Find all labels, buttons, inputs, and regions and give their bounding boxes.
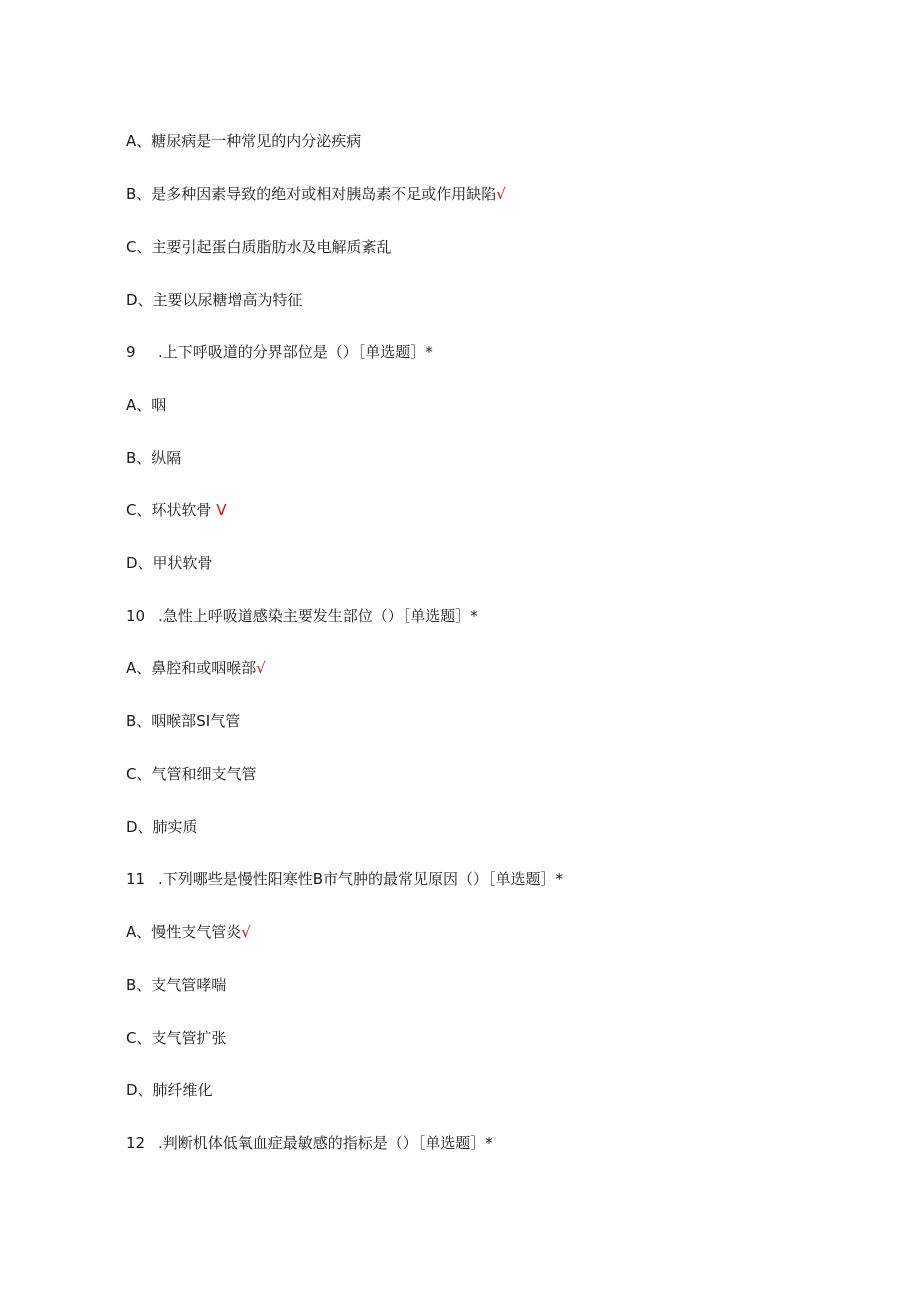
option-text: A、鼻腔和或咽喉部 [126, 659, 257, 677]
question-text: .上下呼吸道的分界部位是（）［单选题］* [158, 343, 433, 361]
option-text: B、支气管哮喘 [126, 976, 227, 994]
question-number: 11 [126, 870, 146, 888]
option-line [126, 817, 198, 837]
option-line [126, 395, 166, 415]
option-text: B、咽喉部SI气管 [126, 712, 241, 730]
question-line [126, 869, 563, 889]
question-text: .判断机体低氧血症最敏感的指标是（）［单选题］* [158, 1134, 493, 1152]
question-line [126, 606, 478, 626]
option-line [126, 131, 361, 151]
option-text: A、咽 [126, 396, 167, 414]
question-text: .下列哪些是慢性阳寒性B市气肿的最常见原因（）［单选题］* [158, 870, 564, 888]
question-number: 9 [126, 343, 136, 361]
option-line [126, 237, 391, 257]
option-text: C、环状软骨 [126, 501, 212, 519]
option-line [126, 553, 213, 573]
option-text: D、甲状软骨 [126, 554, 213, 572]
option-line [126, 975, 226, 995]
answer-mark: √ [256, 659, 266, 677]
option-line [126, 184, 506, 204]
option-text: D、肺实质 [126, 818, 198, 836]
option-line [126, 448, 181, 468]
option-text: C、支气管扩张 [126, 1029, 227, 1047]
option-text: A、慢性支气管炎 [126, 923, 242, 941]
option-line [126, 1080, 213, 1100]
question-number: 12 [126, 1134, 146, 1152]
option-text: A、糖尿病是一种常见的内分泌疾病 [126, 132, 362, 150]
option-line [126, 922, 251, 942]
option-line [126, 711, 240, 731]
question-text: .急性上呼吸道感染主要发生部位（）［单选题］* [158, 607, 478, 625]
option-text: D、主要以尿糖增高为特征 [126, 291, 303, 309]
option-text: D、肺纤维化 [126, 1081, 213, 1099]
option-line [126, 500, 227, 520]
option-text: B、纵隔 [126, 449, 182, 467]
option-line [126, 1028, 226, 1048]
option-text: B、是多种因素导致的绝对或相对胰岛素不足或作用缺陷 [126, 185, 497, 203]
option-line [126, 764, 256, 784]
option-line [126, 658, 266, 678]
question-line [126, 1133, 493, 1153]
question-number: 10 [126, 607, 146, 625]
option-line [126, 290, 303, 310]
option-text: C、主要引起蛋白质脂肪水及电解质紊乱 [126, 238, 392, 256]
answer-mark: V [211, 501, 227, 519]
answer-mark: √ [496, 185, 506, 203]
answer-mark: √ [241, 923, 251, 941]
option-text: C、气管和细支气管 [126, 765, 257, 783]
question-line [126, 342, 433, 362]
